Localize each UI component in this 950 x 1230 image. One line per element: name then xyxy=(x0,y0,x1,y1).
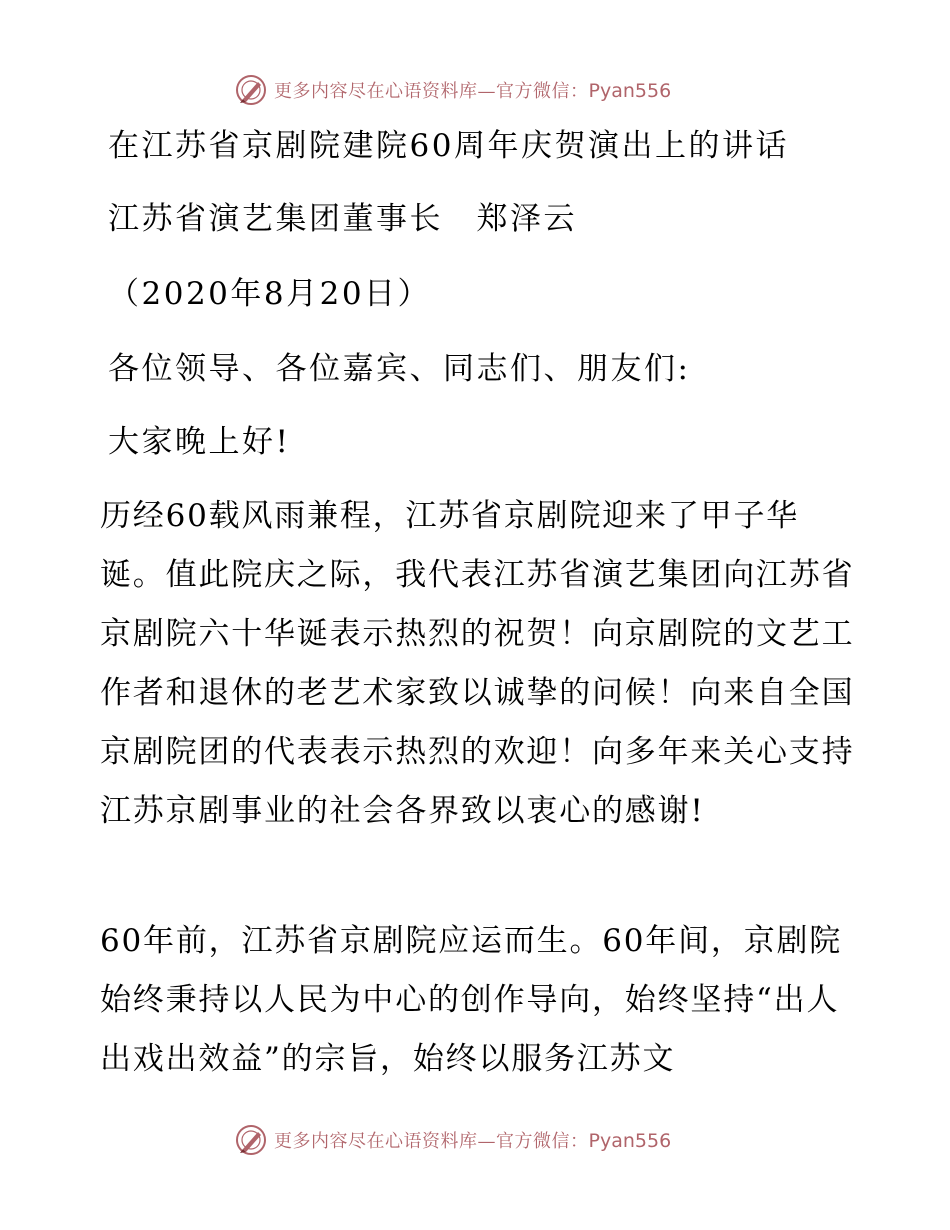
watermark-footer xyxy=(234,1123,671,1157)
document-date: （2020年8月20日） xyxy=(108,276,432,312)
watermark-text: 更多内容尽在心语资料库—官方微信：Pyan556 xyxy=(274,1130,672,1152)
watermark-text: 更多内容尽在心语资料库—官方微信：Pyan556 xyxy=(274,80,672,102)
body-paragraph-2: 60年前，江苏省京剧院应运而生。60年间，京剧院始终秉持以人民为中心的创作导向，始终坚持“出人出戏出效益”的宗旨，始终以服务江苏文 xyxy=(100,923,843,1077)
greeting: 大家晚上好! xyxy=(108,424,291,460)
pen-logo-icon xyxy=(234,1123,268,1157)
body-paragraph-1: 历经60载风雨兼程，江苏省京剧院迎来了甲子华诞。值此院庆之际，我代表江苏省演艺集团向江苏省京剧院六十华诞表示热烈的祝贺！向京剧院的文艺工作者和退休的老艺术家致以诚挚的问候！向来自全国京剧院团的代表表示热烈的欢迎！向多年来关心支持江苏京剧事业的社会各界致以衷心的感谢! xyxy=(100,498,855,829)
watermark-header xyxy=(234,73,671,107)
pen-logo-icon xyxy=(234,73,268,107)
document-author: 江苏省演艺集团董事长 郑泽云 xyxy=(108,201,577,237)
document-title: 在江苏省京剧院建院60周年庆贺演出上的讲话 xyxy=(108,128,789,164)
salutation: 各位领导、各位嘉宾、同志们、朋友们: xyxy=(108,351,691,387)
